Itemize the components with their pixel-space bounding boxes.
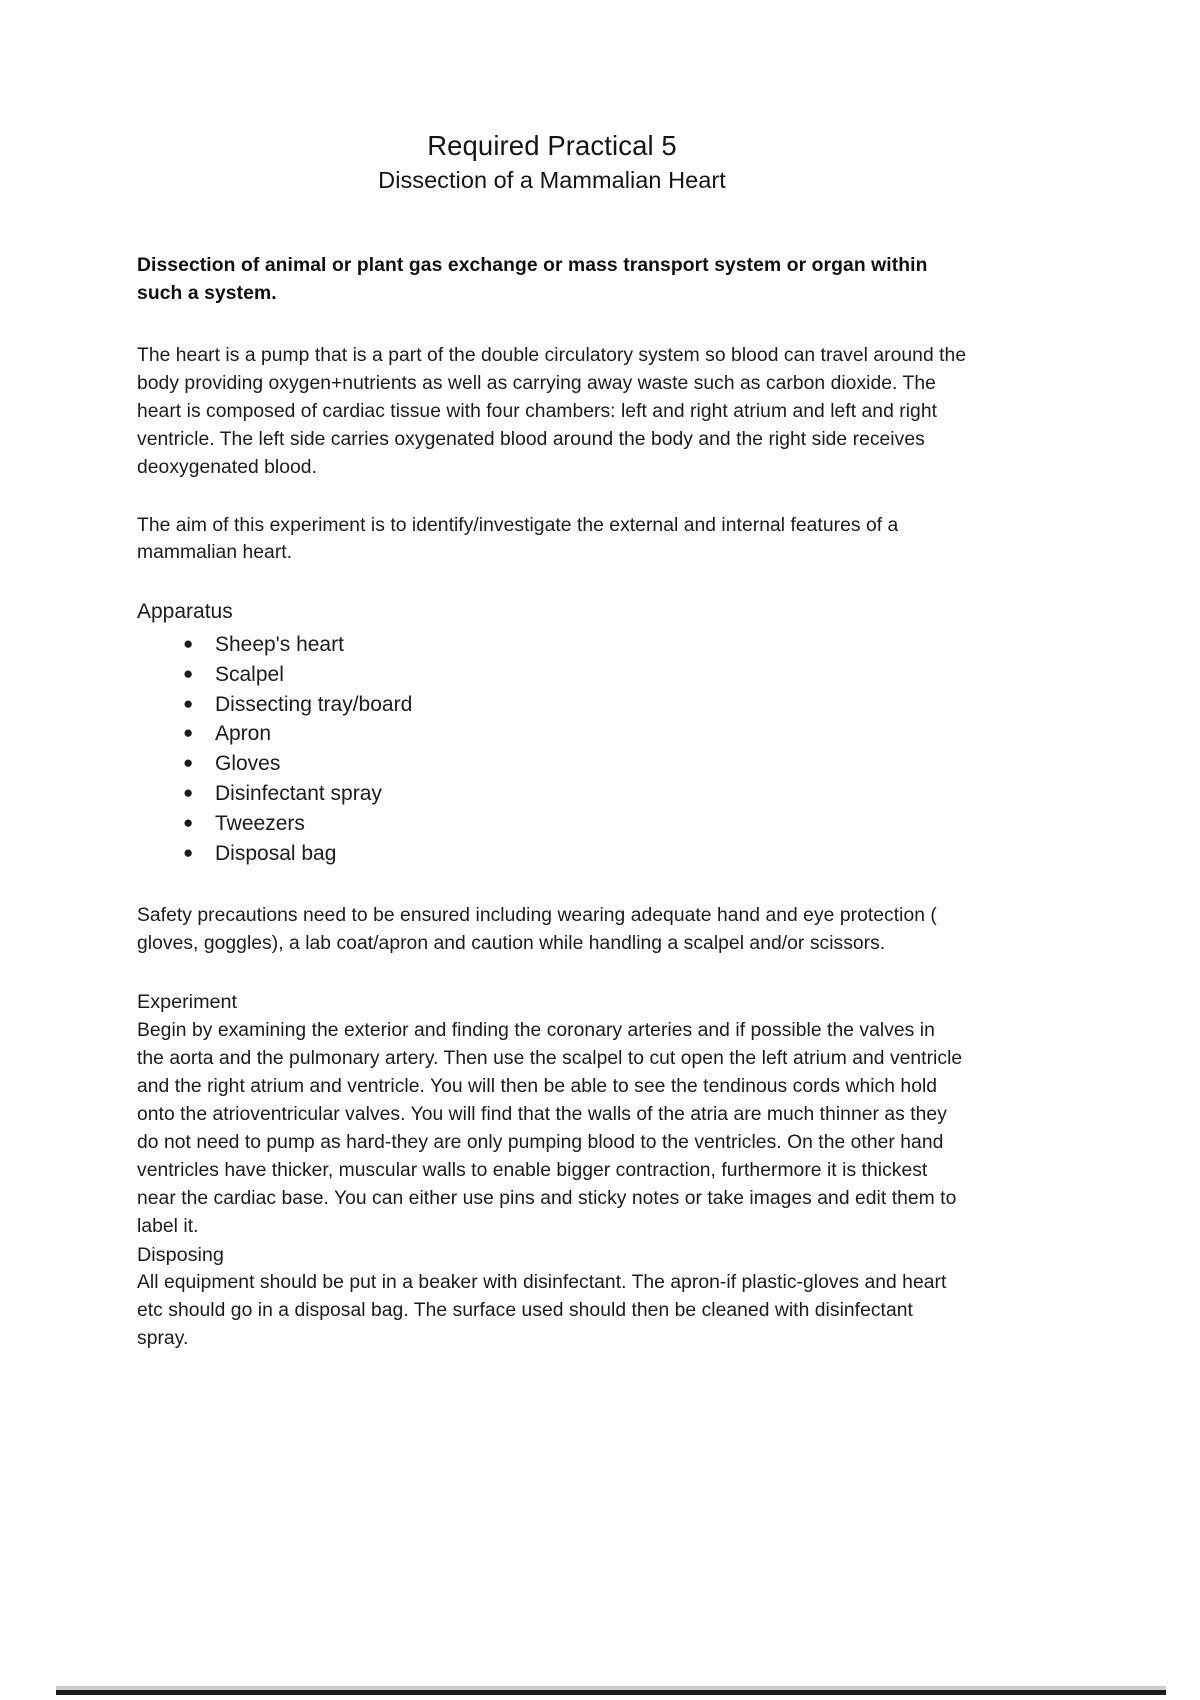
experiment-heading: Experiment xyxy=(137,991,238,1014)
bullet-icon: ● xyxy=(183,633,194,653)
list-item xyxy=(177,749,967,779)
apparatus-heading: Apparatus xyxy=(137,600,233,624)
spacer xyxy=(137,567,967,597)
document-content xyxy=(137,128,967,1353)
list-item xyxy=(177,630,967,660)
spacer xyxy=(137,308,967,342)
bullet-icon: ● xyxy=(183,693,194,713)
spacer xyxy=(137,958,967,988)
safety-paragraph: Safety precautions need to be ensured including wearing adequate hand and eye protection ( gloves, goggles), a lab coat/apron and caution while handling a scalpel and/or scissors. xyxy=(137,905,937,955)
aim-paragraph: The aim of this experiment is to identify/investigate the external and internal features of a mammalian heart. xyxy=(137,514,899,564)
list-item xyxy=(177,719,967,749)
spacer xyxy=(137,482,967,512)
list-item xyxy=(177,690,967,720)
list-item-label: Disinfectant spray xyxy=(215,781,382,805)
disposing-heading: Disposing xyxy=(137,1243,224,1266)
page-edge-line xyxy=(56,1690,1166,1695)
bullet-icon: ● xyxy=(183,663,194,683)
disposing-paragraph: All equipment should be put in a beaker with disinfectant. The apron-if plastic-gloves and heart etc should go in a disposal bag. The surface used should then be cleaned with disinfectant spray. xyxy=(137,1272,947,1350)
list-item xyxy=(177,809,967,839)
list-item-label: Tweezers xyxy=(215,811,305,835)
bullet-icon: ● xyxy=(183,782,194,802)
experiment-paragraph: Begin by examining the exterior and finding the coronary arteries and if possible the valves in the aorta and the pulmonary artery. Then use the scalpel to cut open the left atrium and ventricle and the right atrium and ventricle. You will then be able to see the tendinous cords which hold onto the atrioventricular valves. You will find that the walls of the atria are much thinner as they do not need to pump as hard-they are only pumping blood to the ventricles. On the other hand ventricles have thicker, muscular walls to enable bigger contraction, furthermore it is thickest near the cardiac base. You can either use pins and sticky notes or take images and edit them to label it. xyxy=(137,1020,963,1237)
spec-statement: Dissection of animal or plant gas exchange or mass transport system or organ within such a system. xyxy=(137,254,928,304)
list-item xyxy=(177,779,967,809)
list-item-label: Disposal bag xyxy=(215,841,337,865)
spacer xyxy=(137,868,967,902)
bullet-icon: ● xyxy=(183,753,194,773)
list-item-label: Sheep's heart xyxy=(215,632,344,656)
intro-paragraph: The heart is a pump that is a part of the double circulatory system so blood can travel around the body providing oxygen+nutrients as well as carrying away waste such as carbon dioxide. The heart is composed of cardiac tissue with four chambers: left and right atrium and left and right ventricle. The left side carries oxygenated blood around the body and the right side receives deoxygenated blood. xyxy=(137,344,967,478)
spacer xyxy=(137,196,967,252)
page-subtitle: Dissection of a Mammalian Heart xyxy=(378,167,726,194)
list-item-label: Scalpel xyxy=(215,662,284,686)
list-item xyxy=(177,660,967,690)
bullet-icon: ● xyxy=(183,723,194,743)
apparatus-list xyxy=(137,630,967,869)
page-title: Required Practical 5 xyxy=(427,130,677,161)
list-item xyxy=(177,839,967,869)
list-item-label: Apron xyxy=(215,722,272,746)
bullet-icon: ● xyxy=(183,842,194,862)
bullet-icon: ● xyxy=(183,812,194,832)
list-item-label: Gloves xyxy=(215,752,281,776)
list-item-label: Dissecting tray/board xyxy=(215,692,413,716)
